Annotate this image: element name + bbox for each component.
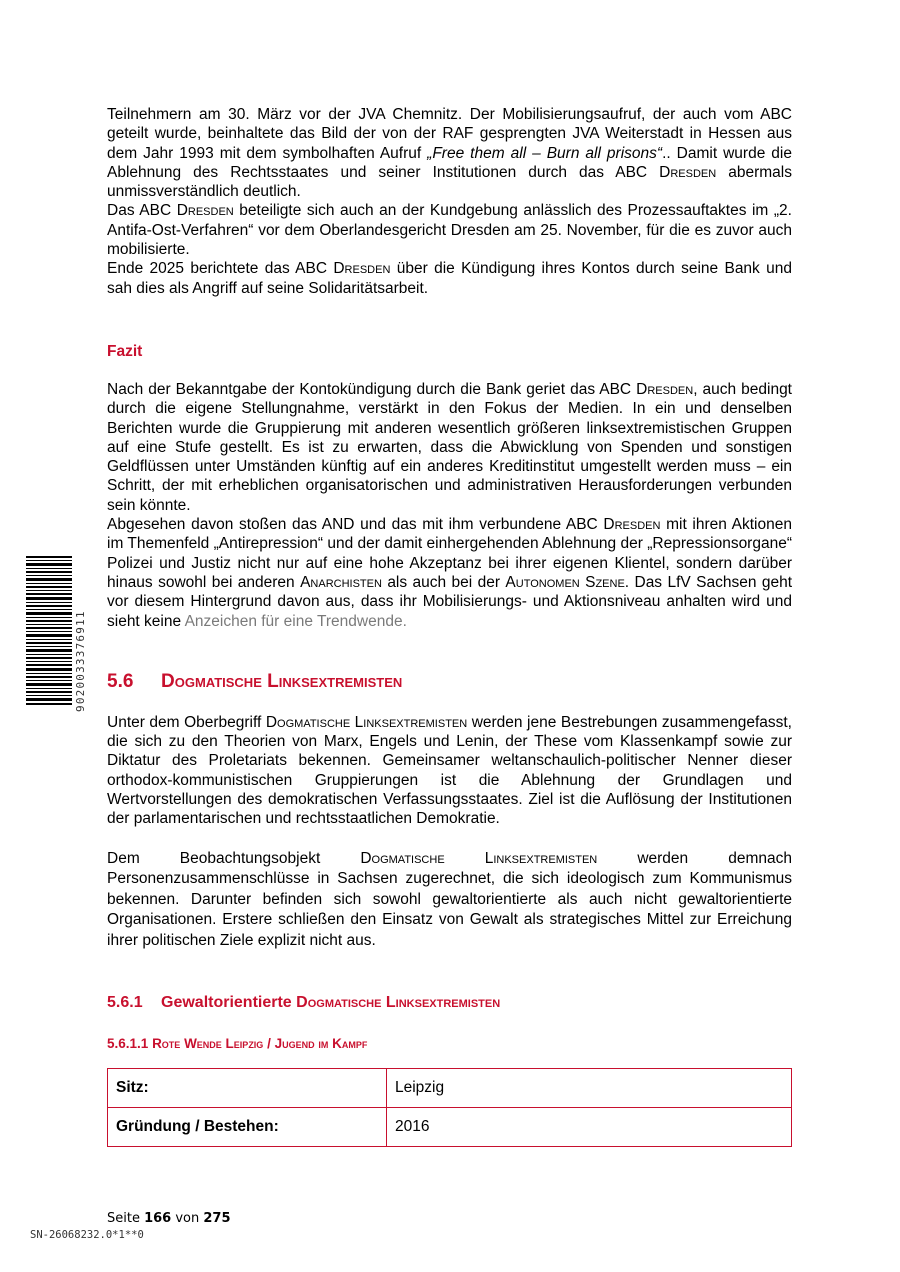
table-row	[108, 1108, 792, 1147]
document-code: SN-26068232.0*1**0	[30, 1229, 144, 1241]
intro-paragraph-2: Das ABC Dresden beteiligte sich auch an der Kundgebung anlässlich des Prozessauftaktes im „2. Antifa-Ost-Verfahren“ vor dem Oberlandesgericht Dresden am 25. November, für die es zuvor auch mobilisierte.	[107, 202, 792, 259]
quote-free-them-all: „Free them all – Burn all prisons“	[427, 144, 663, 162]
info-table	[107, 1068, 792, 1147]
fazit-paragraph-2: Abgesehen davon stoßen das AND und das mit ihm verbundene ABC Dresden mit ihren Aktionen im Themenfeld „Antirepression“ und der damit einhergehenden Ablehnung der „Repressionsorgane“ Polizei und Justiz nicht nur auf eine hohe Akzeptanz bei ihrer eigenen Klientel, sondern darüber hinaus sowohl bei anderen Anarchisten als auch bei der Autonomen Szene. Das LfV Sachsen geht vor diesem Hintergrund davon aus, dass ihr Mobilisierungs- und Aktionsniveau anhalten wird und sieht keine Anzeichen für eine Trendwende.	[107, 516, 792, 630]
section-heading	[107, 671, 792, 693]
fazit-paragraph-1: Nach der Bekanntgabe der Kontokündigung durch die Bank geriet das ABC Dresden, auch bedingt durch die eigene Stellungnahme, verstärkt in den Fokus der Medien. In ein und denselben Berichten wurde die Gruppierung mit anderen wesentlich größeren linksextremistischen Gruppen auf eine Stufe gestellt. Es ist zu erwarten, dass die Abwicklung von Spenden und sonstigen Geldflüssen unter Umständen künftig auf ein anderes Kreditinstitut umgestellt werden muss – ein Schritt, der mit erheblichen organisatorischen und administrativen Herausforderungen verbunden sein könnte.	[107, 380, 792, 514]
page-content	[107, 105, 792, 1147]
section-number: 5.6	[107, 670, 134, 692]
subsection-number: 5.6.1	[107, 994, 143, 1012]
table-value-sitz: Leipzig	[387, 1069, 792, 1108]
table-key-sitz: Sitz:	[108, 1069, 387, 1108]
subsection-heading	[107, 994, 792, 1012]
barcode-image	[26, 556, 72, 706]
barcode-number: 9020033376911	[74, 610, 87, 712]
intro-paragraph-1: Teilnehmern am 30. März vor der JVA Chemnitz. Der Mobilisierungsaufruf, der auch vom ABC geteilt wurde, beinhaltete das Bild der von der RAF gesprengten JVA Weiterstadt in Hessen aus dem Jahr 1993 mit dem symbolhaften Aufruf „Free them all – Burn all prisons“.. Damit wurde die Ablehnung des Rechtsstaates und seiner Institutionen durch das ABC Dresden abermals unmissverständlich deutlich.	[107, 106, 792, 201]
section-paragraph-1: Unter dem Oberbegriff Dogmatische Linksextremisten werden jene Bestrebungen zusammengefasst, die sich zu den Theorien von Marx, Engels und Lenin, der These vom Klassenkampf sowie zur Diktatur des Proletariats bekennen. Gemeinsamer weltanschaulich-politischer Nenner dieser orthodox-kommunistischen Gruppierungen ist die Ablehnung der Grundlagen und Wertvorstellungen des demokratischen Verfassungsstaates. Ziel ist die Auflösung der Institutionen der parlamentarischen und rechtsstaatlichen Demokratie.	[107, 713, 792, 828]
intro-paragraph-3: Ende 2025 berichtete das ABC Dresden über die Kündigung ihres Kontos durch seine Bank und sah dies als Angriff auf seine Solidaritätsarbeit.	[107, 260, 792, 297]
subsubsection-number: 5.6.1.1	[107, 1036, 149, 1052]
section-title: Dogmatische Linksextremisten	[161, 670, 403, 692]
table-key-gruendung: Gründung / Bestehen:	[108, 1108, 387, 1147]
subsubsection-heading	[107, 1036, 792, 1051]
subsubsection-title: Rote Wende Leipzig / Jugend im Kampf	[152, 1036, 368, 1052]
subsection-title: Gewaltorientierte Dogmatische Linksextremisten	[161, 994, 501, 1012]
section-paragraph-2: Dem Beobachtungsobjekt Dogmatische Linksextremisten werden demnach Personenzusammenschlüsse in Sachsen zugerechnet, die sich ideologisch zum Kommunismus bekennen. Darunter befinden sich sowohl gewaltorientierte als auch nicht gewaltorientierte Organisationen. Erstere schließen den Einsatz von Gewalt als strategisches Mittel zur Erreichung ihrer politischen Ziele explizit nicht aus.	[107, 849, 792, 949]
table-value-gruendung: 2016	[387, 1108, 792, 1147]
page-number: Seite 166 von 275	[107, 1211, 231, 1226]
fazit-heading: Fazit	[107, 342, 143, 360]
table-row	[108, 1069, 792, 1108]
